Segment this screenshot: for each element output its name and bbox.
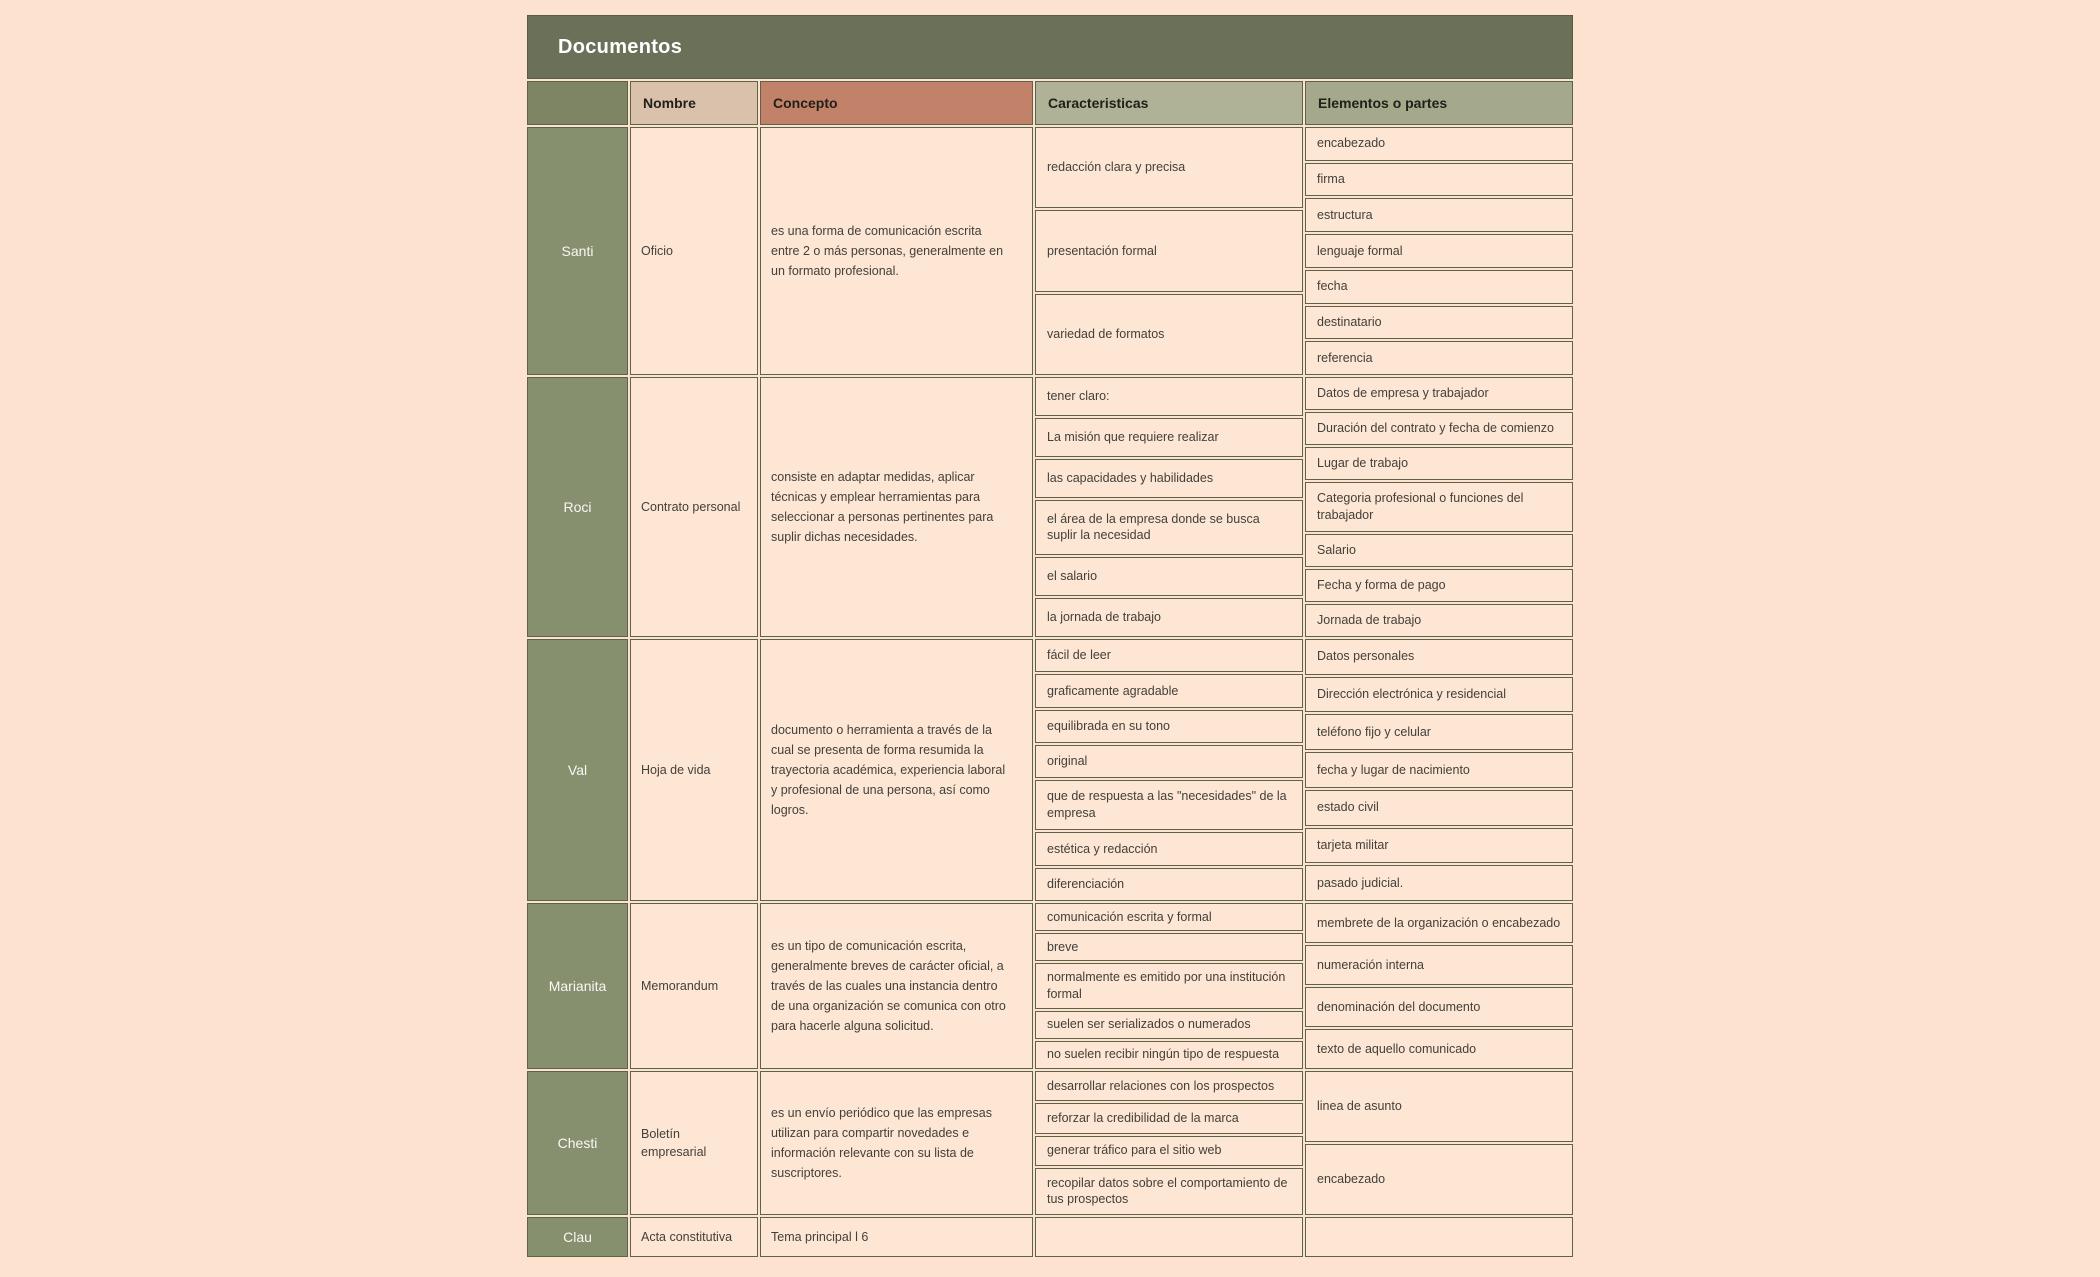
table-title-bar <box>527 15 1573 79</box>
caracteristica-item: tener claro: <box>1035 377 1303 416</box>
elemento-item: numeración interna <box>1305 945 1573 985</box>
elemento-item: membrete de la organización o encabezado <box>1305 903 1573 943</box>
caracteristicas-stack <box>1035 639 1303 901</box>
documents-table <box>527 15 1573 1257</box>
row-label: Clau <box>527 1217 628 1257</box>
table-title: Documentos <box>558 35 683 58</box>
caracteristica-item: original <box>1035 745 1303 778</box>
concepto-cell: documento o herramienta a través de la cual se presenta de forma resumida la trayectoria académica, experiencia laboral y profesional de una persona, así como logros. <box>760 639 1033 901</box>
table-row <box>527 127 1573 375</box>
nombre-cell: Oficio <box>630 127 758 375</box>
elemento-item: Jornada de trabajo <box>1305 604 1573 637</box>
caracteristica-item: suelen ser serializados o numerados <box>1035 1011 1303 1039</box>
elementos-stack <box>1305 377 1573 637</box>
elemento-item: estructura <box>1305 198 1573 232</box>
caracteristica-item: recopilar datos sobre el comportamiento de tus prospectos <box>1035 1168 1303 1215</box>
caracteristica-item: generar tráfico para el sitio web <box>1035 1136 1303 1166</box>
elemento-item: Duración del contrato y fecha de comienzo <box>1305 412 1573 445</box>
table-row <box>527 377 1573 637</box>
header-nombre: Nombre <box>630 81 758 125</box>
concepto-cell: es un envío periódico que las empresas utilizan para compartir novedades e información relevante con su lista de suscriptores. <box>760 1071 1033 1215</box>
caracteristica-item: las capacidades y habilidades <box>1035 459 1303 498</box>
elementos-stack <box>1305 639 1573 901</box>
caracteristica-item: estética y redacción <box>1035 832 1303 865</box>
elemento-item: Lugar de trabajo <box>1305 447 1573 480</box>
caracteristica-item: La misión que requiere realizar <box>1035 418 1303 457</box>
elemento-item: teléfono fijo y celular <box>1305 714 1573 750</box>
elemento-item: lenguaje formal <box>1305 234 1573 268</box>
caracteristica-item: presentación formal <box>1035 210 1303 291</box>
concepto-cell: consiste en adaptar medidas, aplicar técnicas y emplear herramientas para seleccionar a personas pertinentes para suplir dichas necesidades. <box>760 377 1033 637</box>
elemento-item: firma <box>1305 163 1573 197</box>
caracteristica-item: reforzar la credibilidad de la marca <box>1035 1103 1303 1133</box>
elemento-item: encabezado <box>1305 1144 1573 1215</box>
row-label: Santi <box>527 127 628 375</box>
elemento-item: fecha <box>1305 270 1573 304</box>
concepto-cell: es una forma de comunicación escrita entre 2 o más personas, generalmente en un formato profesional. <box>760 127 1033 375</box>
header-row <box>527 81 1573 125</box>
elementos-stack <box>1305 1071 1573 1215</box>
nombre-cell: Acta constitutiva <box>630 1217 758 1257</box>
elemento-item: Datos personales <box>1305 639 1573 675</box>
caracteristica-item: redacción clara y precisa <box>1035 127 1303 208</box>
elemento-item: encabezado <box>1305 127 1573 161</box>
elemento-item: Datos de empresa y trabajador <box>1305 377 1573 410</box>
caracteristicas-stack <box>1035 1071 1303 1215</box>
caracteristica-item: que de respuesta a las "necesidades" de la empresa <box>1035 780 1303 830</box>
caracteristica-item: desarrollar relaciones con los prospectos <box>1035 1071 1303 1101</box>
caracteristica-item: graficamente agradable <box>1035 674 1303 707</box>
caracteristica-item: variedad de formatos <box>1035 294 1303 375</box>
caracteristica-item: comunicación escrita y formal <box>1035 903 1303 931</box>
caracteristica-item: normalmente es emitido por una institución formal <box>1035 963 1303 1008</box>
row-label: Chesti <box>527 1071 628 1215</box>
caracteristica-item <box>1035 1217 1303 1257</box>
elemento-item: referencia <box>1305 341 1573 375</box>
elementos-stack <box>1305 903 1573 1069</box>
caracteristica-item: el área de la empresa donde se busca suplir la necesidad <box>1035 500 1303 556</box>
elemento-item: Dirección electrónica y residencial <box>1305 677 1573 713</box>
concepto-cell: es un tipo de comunicación escrita, generalmente breves de carácter oficial, a través de las cuales una instancia dentro de una organización se comunica con otro para hacerle alguna solicitud. <box>760 903 1033 1069</box>
nombre-cell: Boletín empresarial <box>630 1071 758 1215</box>
row-label: Roci <box>527 377 628 637</box>
elemento-item: pasado judicial. <box>1305 865 1573 901</box>
elemento-item: Categoria profesional o funciones del trabajador <box>1305 482 1573 532</box>
header-caracteristicas: Caracteristicas <box>1035 81 1303 125</box>
header-concepto: Concepto <box>760 81 1033 125</box>
elementos-stack <box>1305 1217 1573 1257</box>
concepto-cell: Tema principal l 6 <box>760 1217 1033 1257</box>
nombre-cell: Memorandum <box>630 903 758 1069</box>
nombre-cell: Contrato personal <box>630 377 758 637</box>
elemento-item: Salario <box>1305 534 1573 567</box>
caracteristica-item: fácil de leer <box>1035 639 1303 672</box>
table-row <box>527 1217 1573 1257</box>
caracteristica-item: equilibrada en su tono <box>1035 710 1303 743</box>
header-corner <box>527 81 628 125</box>
elemento-item: linea de asunto <box>1305 1071 1573 1142</box>
elemento-item: tarjeta militar <box>1305 828 1573 864</box>
caracteristicas-stack <box>1035 1217 1303 1257</box>
elemento-item: Fecha y forma de pago <box>1305 569 1573 602</box>
table-row <box>527 639 1573 901</box>
table-row <box>527 903 1573 1069</box>
caracteristica-item: el salario <box>1035 557 1303 596</box>
elemento-item: fecha y lugar de nacimiento <box>1305 752 1573 788</box>
nombre-cell: Hoja de vida <box>630 639 758 901</box>
row-label: Val <box>527 639 628 901</box>
elemento-item: denominación del documento <box>1305 987 1573 1027</box>
caracteristicas-stack <box>1035 127 1303 375</box>
table-row <box>527 1071 1573 1215</box>
elemento-item <box>1305 1217 1573 1257</box>
elementos-stack <box>1305 127 1573 375</box>
caracteristica-item: breve <box>1035 933 1303 961</box>
elemento-item: destinatario <box>1305 306 1573 340</box>
caracteristica-item: la jornada de trabajo <box>1035 598 1303 637</box>
elemento-item: texto de aquello comunicado <box>1305 1029 1573 1069</box>
caracteristicas-stack <box>1035 903 1303 1069</box>
caracteristica-item: diferenciación <box>1035 868 1303 901</box>
row-label: Marianita <box>527 903 628 1069</box>
header-elementos: Elementos o partes <box>1305 81 1573 125</box>
elemento-item: estado civil <box>1305 790 1573 826</box>
caracteristica-item: no suelen recibir ningún tipo de respuesta <box>1035 1041 1303 1069</box>
caracteristicas-stack <box>1035 377 1303 637</box>
